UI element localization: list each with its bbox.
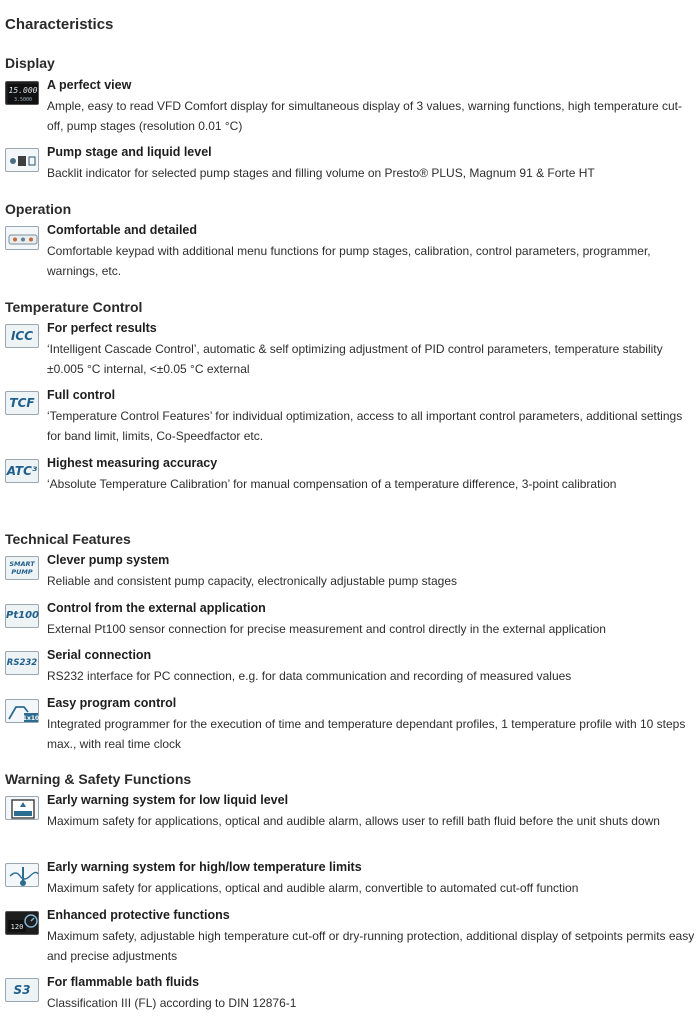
feature-title: Early warning system for low liquid level bbox=[47, 793, 289, 807]
feature-title: Pump stage and liquid level bbox=[47, 145, 212, 159]
feature-description: Reliable and consistent pump capacity, electronically adjustable pump stages bbox=[47, 574, 458, 588]
svg-text:15.000: 15.000 bbox=[8, 86, 38, 95]
protective-functions-icon bbox=[5, 911, 39, 935]
flammable-fluids-icon: S3 bbox=[5, 978, 39, 1002]
feature-description: ‘Absolute Temperature Calibration’ for manual compensation of a temperature difference, 3-point calibration bbox=[47, 477, 617, 491]
feature-title: Easy program control bbox=[47, 696, 177, 710]
feature-title: Early warning system for high/low temperature limits bbox=[47, 860, 362, 874]
feature-title: Control from the external application bbox=[47, 601, 266, 615]
temperature-limit-icon bbox=[5, 863, 39, 887]
feature-description: Integrated programmer for the execution of time and temperature dependant profiles, 1 temperature profile with 10 steps max., with real time clock bbox=[47, 717, 686, 751]
feature-title: A perfect view bbox=[47, 78, 132, 92]
pt100-icon: Pt100 bbox=[5, 604, 39, 628]
page-title: Characteristics bbox=[5, 16, 114, 33]
icc-icon: ICC bbox=[5, 324, 39, 348]
section-heading-warning-safety: Warning & Safety Functions bbox=[5, 771, 192, 787]
feature-description: Comfortable keypad with additional menu functions for pump stages, calibration, control parameters, programmer, warnings, etc. bbox=[47, 244, 651, 278]
section-heading-temperature-control: Temperature Control bbox=[5, 299, 143, 315]
feature-title: Enhanced protective functions bbox=[47, 908, 230, 922]
program-control-icon bbox=[5, 699, 39, 723]
feature-description: Maximum safety for applications, optical and audible alarm, convertible to automated cut-off function bbox=[47, 881, 579, 895]
svg-text:120: 120 bbox=[10, 923, 24, 931]
rs232-icon: RS232 bbox=[5, 651, 39, 675]
low-liquid-warning-icon bbox=[5, 796, 39, 820]
atc3-icon: ATC³ bbox=[5, 459, 39, 483]
svg-text:3.5000: 3.5000 bbox=[13, 97, 33, 103]
feature-description: Maximum safety for applications, optical and audible alarm, allows user to refill bath fluid before the unit shuts down bbox=[47, 814, 660, 828]
section-heading-technical-features: Technical Features bbox=[5, 531, 131, 547]
smart-pump-icon: SMART PUMP bbox=[5, 556, 39, 580]
feature-description: Classification III (FL) according to DIN 12876-1 bbox=[47, 996, 297, 1010]
svg-text:1x10: 1x10 bbox=[22, 715, 40, 722]
feature-description: Maximum safety, adjustable high temperature cut-off or dry-running protection, additional display of setpoints permits easy and precise adjustments bbox=[47, 929, 695, 963]
feature-title: Full control bbox=[47, 388, 116, 402]
feature-title: For perfect results bbox=[47, 321, 157, 335]
vfd-display-icon bbox=[5, 81, 39, 105]
feature-description: Backlit indicator for selected pump stages and filling volume on Presto® PLUS, Magnum 91 & Forte HT bbox=[47, 166, 595, 180]
feature-title: Clever pump system bbox=[47, 553, 170, 567]
section-heading-display: Display bbox=[5, 55, 55, 71]
feature-title: Serial connection bbox=[47, 648, 152, 662]
keypad-icon bbox=[5, 226, 39, 250]
feature-title: Highest measuring accuracy bbox=[47, 456, 218, 470]
section-heading-operation: Operation bbox=[5, 201, 72, 217]
tcf-icon: TCF bbox=[5, 391, 39, 415]
feature-title: Comfortable and detailed bbox=[47, 223, 198, 237]
feature-title: For flammable bath fluids bbox=[47, 975, 200, 989]
feature-description: Ample, easy to read VFD Comfort display for simultaneous display of 3 values, warning functions, high temperature cut-off, pump stages (resolution 0.01 °C) bbox=[47, 99, 682, 133]
pump-stage-indicator-icon bbox=[5, 148, 39, 172]
feature-description: External Pt100 sensor connection for precise measurement and control directly in the external application bbox=[47, 622, 606, 636]
feature-description: RS232 interface for PC connection, e.g. for data communication and recording of measured values bbox=[47, 669, 572, 683]
feature-description: ‘Temperature Control Features’ for individual optimization, access to all important control parameters, additional settings for band limit, limits, Co-Speedfactor etc. bbox=[47, 409, 683, 443]
feature-description: ‘Intelligent Cascade Control’, automatic & self optimizing adjustment of PID control parameters, temperature stability ±0.005 °C internal, <±0.05 °C external bbox=[47, 342, 663, 376]
